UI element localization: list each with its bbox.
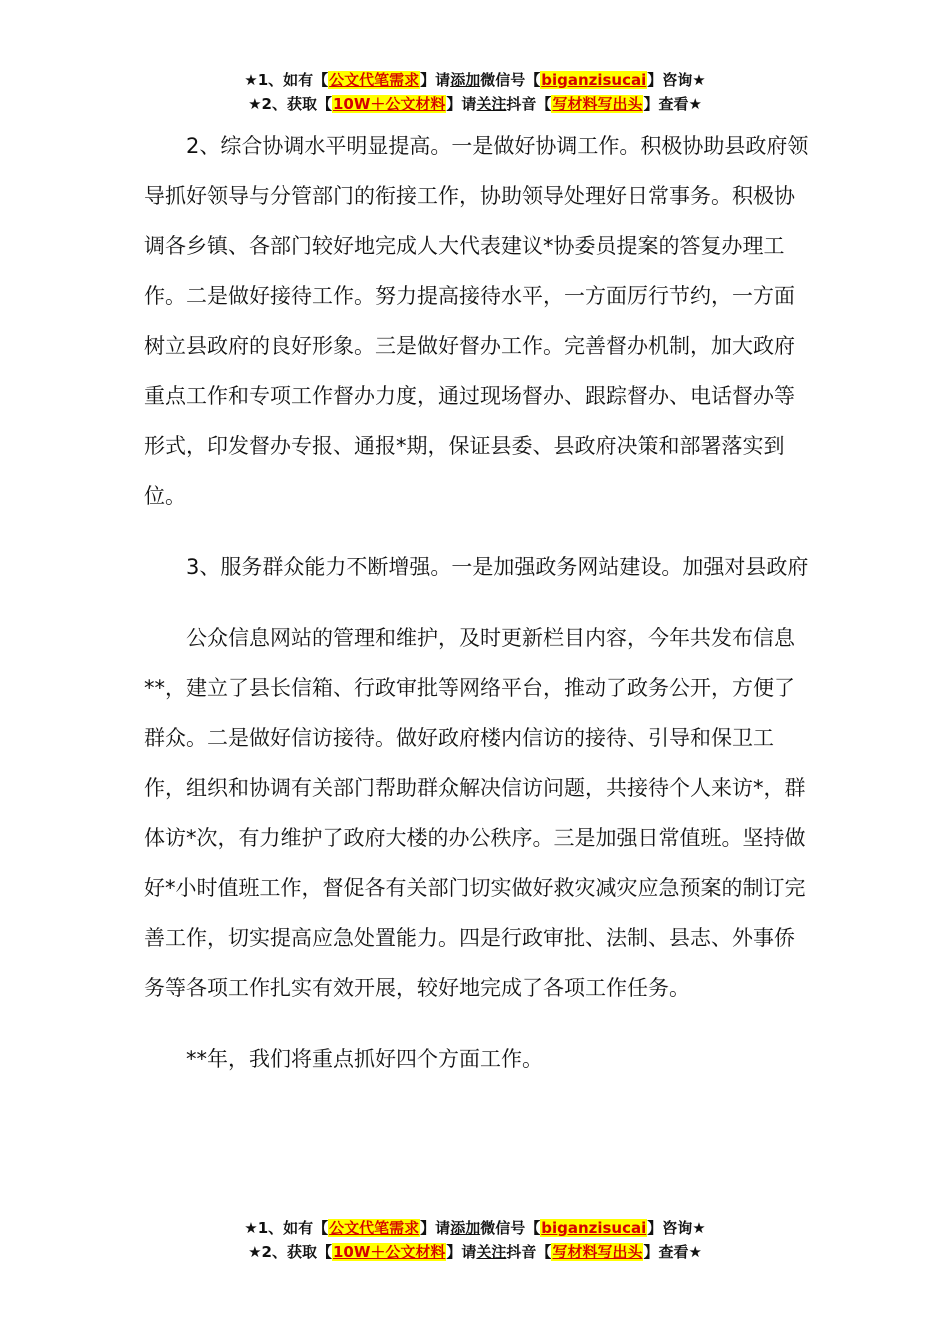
banner-text: 】请	[420, 1219, 451, 1237]
paragraph-next-year: **年，我们将重点抓好四个方面工作。	[186, 1047, 543, 1071]
banner-text: ★1、如有【	[244, 1219, 329, 1237]
banner-text: 】请	[420, 71, 451, 89]
banner-text: ★2、获取【	[248, 95, 332, 113]
paragraph-service-continued: 公众信息网站的管理和维护，及时更新栏目内容，今年共发布信息**，建立了县长信箱、行政审批等网络平台，推动了政务公开，方便了群众。二是做好信访接待。做好政府楼内信访的接待、引导和保卫工作，组织和协调有关部门帮助群众解决信访问题，共接待个人来访*，群体访*次，有力维护了政府大楼的办公秩序。三是加强日常值班。坚持做好*小时值班工作，督促各有关部门切实做好救灾减灾应急预案的制订完善工作，切实提高应急处置能力。四是行政审批、法制、县志、外事侨务等各项工作扎实有效开展，较好地完成了各项工作任务。	[144, 626, 806, 1000]
highlight-wechat-id: biganzisucai	[541, 1219, 647, 1237]
highlight-douyin-id: 写材料写出头	[552, 95, 643, 113]
paragraph-service: 3、服务群众能力不断增强。一是加强政务网站建设。加强对县政府	[186, 555, 809, 579]
highlight-wechat-id: biganzisucai	[541, 71, 647, 89]
banner-text: 微信号【	[480, 71, 541, 89]
underlined-text: 关注	[476, 95, 507, 113]
highlight-materials: 10W＋公文材料	[332, 1243, 446, 1261]
banner-text: 】请	[446, 95, 477, 113]
document-body	[144, 121, 812, 1084]
banner-text: ★1、如有【	[244, 71, 329, 89]
banner-text: 】咨询★	[647, 1219, 706, 1237]
highlight-materials: 10W＋公文材料	[332, 95, 446, 113]
underlined-text: 关注	[476, 1243, 507, 1261]
banner-text: ★2、获取【	[248, 1243, 332, 1261]
banner-text: 微信号【	[480, 1219, 541, 1237]
highlight-service: 公文代笔需求	[329, 71, 420, 89]
highlight-douyin-id: 写材料写出头	[552, 1243, 643, 1261]
banner-text: 】咨询★	[647, 71, 706, 89]
underlined-text: 添加	[450, 1219, 481, 1237]
highlight-service: 公文代笔需求	[329, 1219, 420, 1237]
banner-line-2	[0, 92, 950, 116]
banner-line-1	[0, 68, 950, 92]
header-banner	[0, 68, 950, 116]
paragraph-coordination: 2、综合协调水平明显提高。一是做好协调工作。积极协助县政府领导抓好领导与分管部门的衔接工作，协助领导处理好日常事务。积极协调各乡镇、各部门较好地完成人大代表建议*协委员提案的答复办理工作。二是做好接待工作。努力提高接待水平，一方面厉行节约，一方面树立县政府的良好形象。三是做好督办工作。完善督办机制，加大政府重点工作和专项工作督办力度，通过现场督办、跟踪督办、电话督办等形式，印发督办专报、通报*期，保证县委、县政府决策和部署落实到位。	[144, 134, 809, 508]
footer-banner	[0, 1216, 950, 1264]
underlined-text: 添加	[450, 71, 481, 89]
banner-text: 】请	[446, 1243, 477, 1261]
banner-text: 抖音【	[506, 95, 552, 113]
banner-text: 】查看★	[643, 1243, 702, 1261]
banner-line-2	[0, 1240, 950, 1264]
banner-text: 抖音【	[506, 1243, 552, 1261]
banner-line-1	[0, 1216, 950, 1240]
banner-text: 】查看★	[643, 95, 702, 113]
